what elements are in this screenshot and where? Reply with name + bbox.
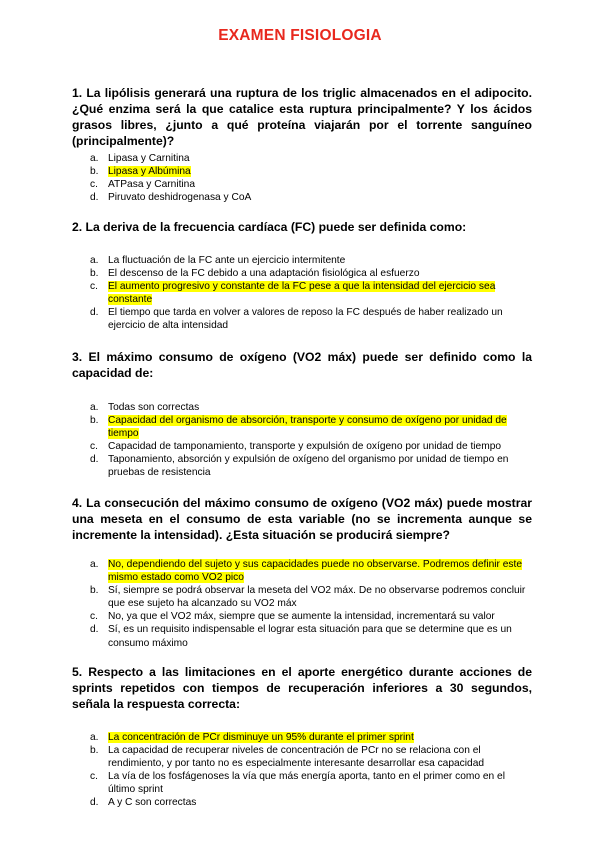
option-3c[interactable]: c. Capacidad de tamponamiento, transporte y expulsión de oxígeno por unidad de tiempo bbox=[90, 441, 502, 453]
option-4d[interactable]: d. Sí, es un requisito indispensable el lograr esta situación para que se determine que es un consumo máximo bbox=[90, 624, 512, 649]
option-4b[interactable]: b. Sí, siempre se podrá observar la meseta del VO2 máx. De no observarse podremos concluir que ese sujeto ha alcanzado su VO2 máx bbox=[90, 585, 526, 610]
question-1: 1. La lipólisis generará una ruptura de los triglic almacenados en el adipocito. ¿Qué enzima será la que catalice esta ruptura principalmente? Y los ácidos grasos libres, ¿junto a qué proteína viajarán por el torrente sanguíneo (principalmente)? bbox=[72, 86, 532, 148]
options-question-3 bbox=[72, 401, 534, 480]
option-5d[interactable]: d. A y C son correctas bbox=[90, 797, 197, 809]
page-title: EXAMEN FISIOLOGIA bbox=[218, 27, 382, 44]
option-3a[interactable]: a. Todas son correctas bbox=[90, 402, 200, 413]
option-5c[interactable]: c. La vía de los fosfágenoses la vía que más energía aporta, tanto en el primer como en el último sprint bbox=[90, 771, 505, 796]
highlighted-answer: El aumento progresivo y constante de la FC pese a que la intensidad del ejercicio sea constante bbox=[108, 281, 496, 306]
options-question-1 bbox=[72, 152, 534, 204]
options-question-2 bbox=[72, 254, 534, 333]
option-1b[interactable]: b. Lipasa y Albúmina bbox=[90, 166, 191, 178]
question-5: 5. Respecto a las limitaciones en el aporte energético durante acciones de sprints repetidos con tiempos de recuperación inferiores a 30 segundos, señala la respuesta correcta: bbox=[72, 665, 532, 711]
options-question-5 bbox=[72, 731, 534, 810]
highlighted-answer: Capacidad del organismo de absorción, transporte y consumo de oxígeno por unidad de tiempo bbox=[108, 415, 507, 440]
option-4a[interactable]: a. No, dependiendo del sujeto y sus capacidades puede no observarse. Podremos definir este mismo estado como VO2 pico bbox=[90, 559, 522, 584]
option-2d[interactable]: d. El tiempo que tarda en volver a valores de reposo la FC después de haber realizado un ejercicio de alta intensidad bbox=[90, 307, 503, 332]
option-4c[interactable]: c. No, ya que el VO2 máx, siempre que se aumente la intensidad, incrementará su valor bbox=[90, 611, 495, 623]
options-question-4 bbox=[72, 558, 534, 650]
option-1d[interactable]: d. Piruvato deshidrogenasa y CoA bbox=[90, 192, 252, 204]
option-2b[interactable]: b. El descenso de la FC debido a una adaptación fisiológica al esfuerzo bbox=[90, 268, 420, 280]
option-3b[interactable]: b. Capacidad del organismo de absorción, transporte y consumo de oxígeno por unidad de tiempo bbox=[90, 415, 507, 440]
option-2c[interactable]: c. El aumento progresivo y constante de la FC pese a que la intensidad del ejercicio sea constante bbox=[90, 281, 496, 306]
question-2: 2. La deriva de la frecuencia cardíaca (FC) puede ser definida como: bbox=[72, 220, 467, 234]
option-1a[interactable]: a. Lipasa y Carnitina bbox=[90, 153, 190, 164]
highlighted-answer: No, dependiendo del sujeto y sus capacidades puede no observarse. Podremos definir este mismo estado como VO2 pico bbox=[108, 559, 522, 584]
question-4: 4. La consecución del máximo consumo de oxígeno (VO2 máx) puede mostrar una meseta en el consumo de esta variable (no se incrementa aunque se incremente la intensidad). ¿Esta situación se producirá siempre? bbox=[72, 496, 532, 542]
option-2a[interactable]: a. La fluctuación de la FC ante un ejercicio intermitente bbox=[90, 255, 346, 266]
highlighted-answer: La concentración de PCr disminuye un 95% durante el primer sprint bbox=[108, 732, 414, 743]
option-5b[interactable]: b. La capacidad de recuperar niveles de concentración de PCr no se relaciona con el rendimiento, y por tanto no es especialmente interesante desarrollar esa capacidad bbox=[90, 745, 485, 770]
option-1c[interactable]: c. ATPasa y Carnitina bbox=[90, 179, 196, 191]
question-3: 3. El máximo consumo de oxígeno (VO2 máx) puede ser definido como la capacidad de: bbox=[72, 350, 532, 380]
option-5a[interactable]: a. La concentración de PCr disminuye un 95% durante el primer sprint bbox=[90, 732, 414, 743]
highlighted-answer: Lipasa y Albúmina bbox=[108, 166, 191, 178]
option-3d[interactable]: d. Taponamiento, absorción y expulsión de oxígeno del organismo por unidad de tiempo en pruebas de resistencia bbox=[90, 454, 509, 479]
